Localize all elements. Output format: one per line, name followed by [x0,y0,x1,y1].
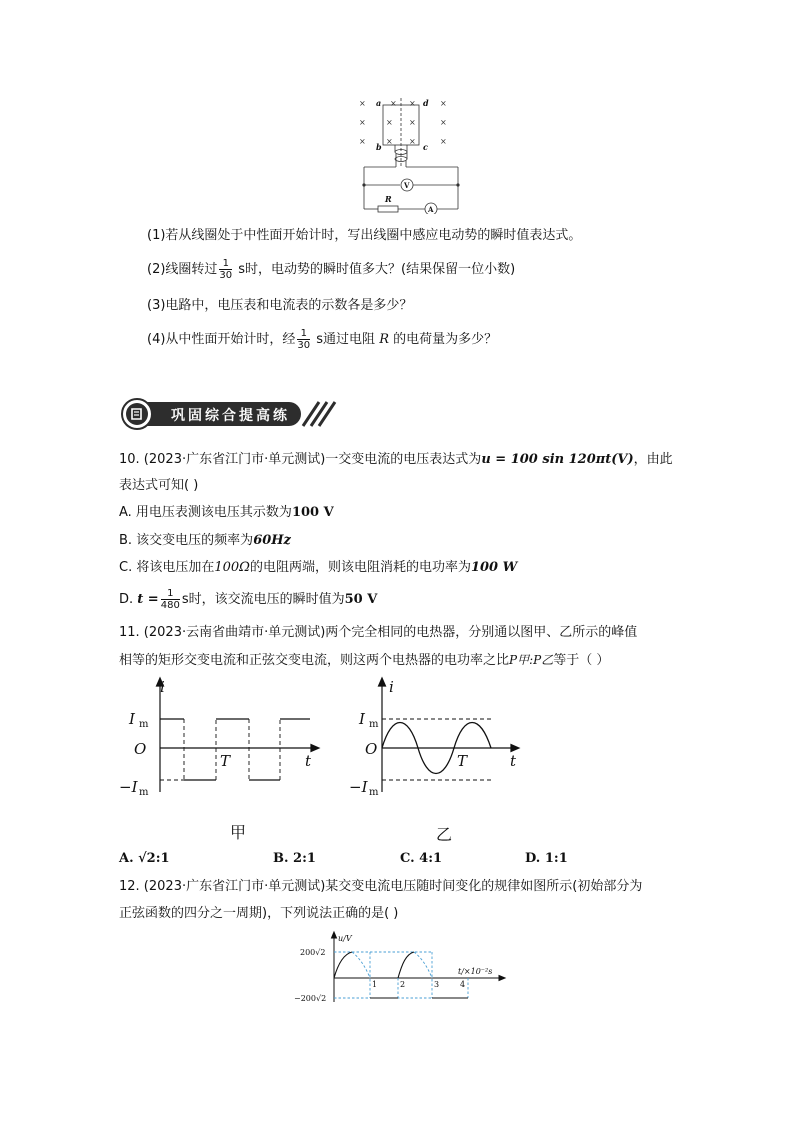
q11-option-b[interactable]: B. 2:1 [273,851,316,866]
svg-text:m: m [139,787,149,798]
q11-stem-line1: 11. (2023·云南省曲靖市·单元测试)两个完全相同的电热器，分别通以图甲、乙所示的峰值 [119,625,638,640]
caption-yi: 乙 [436,825,453,844]
svg-text:m: m [139,719,149,730]
svg-text:t: t [510,752,517,770]
y-top-label: 200√2 [300,948,326,957]
resistor-label: R [385,194,392,204]
q9-part2: (2)线圈转过 $\frac{1}{30}$ s时，电动势的瞬时值多大？(结果保留一位小数) [147,258,516,281]
q12-stem-line1: 12. (2023·广东省江门市·单元测试)某交变电流电压随时间变化的规律如图所示(初始部分为 [119,879,643,894]
q11-option-c[interactable]: C. 4:1 [400,851,443,866]
coil-circuit-figure [350,92,470,214]
svg-text:×: × [359,99,366,108]
neg-im-label: −I [119,778,138,796]
svg-text:m: m [369,719,379,730]
q10-stem-line2: 表达式可知( ) [119,478,199,493]
graph-voltage-time [290,928,520,1008]
tick-4: 4 [460,980,466,989]
ammeter-label: A [428,205,434,214]
axis-i-label: i [160,678,165,696]
q10-option-d[interactable]: D. t = $\frac{1}{480}$ s时，该交流电压的瞬时值为50 V [119,588,378,611]
im-label: I [129,710,135,728]
section-banner [121,398,341,430]
section-icon [121,398,153,430]
svg-text:×: × [440,118,447,127]
period-label: T [220,752,231,770]
svg-text:T: T [457,752,468,770]
svg-text:×: × [409,99,416,108]
svg-text:×: × [440,99,447,108]
label-c: c [423,142,428,152]
svg-text:×: × [359,137,366,146]
label-d: d [423,98,429,108]
section-title: 巩固综合提高练 [171,408,290,424]
label-a: a [376,98,382,108]
q10-option-c[interactable]: C. 将该电压加在100Ω的电阻两端，则该电阻消耗的电功率为100 W [119,560,518,575]
x-axis-label: t/×10⁻²s [458,967,493,976]
tick-1: 1 [372,980,378,989]
svg-text:×: × [409,118,416,127]
q9-part4: (4)从中性面开始计时，经 $\frac{1}{30}$ s通过电阻 R 的电荷量为多少？ [147,328,498,351]
q10-option-a[interactable]: A. 用电压表测该电压其示数为100 V [119,505,334,520]
q11-option-a[interactable]: A. √2:1 [119,851,170,866]
q11-stem-line2: 相等的矩形交变电流和正弦交变电流，则这两个电热器的电功率之比P甲:P乙等于（ ） [119,653,610,668]
svg-text:×: × [359,118,366,127]
y-axis-label: u/V [338,934,352,943]
q11-option-d[interactable]: D. 1:1 [525,851,568,866]
origin-label: O [134,740,147,758]
graph-square-wave [115,674,325,804]
q10-stem-line1: 10. (2023·广东省江门市·单元测试)一交变电流的电压表达式为u = 100 sin 120πt(V)，由此 [119,452,673,467]
svg-text:i: i [389,678,394,696]
svg-text:×: × [440,137,447,146]
q10-option-b[interactable]: B. 该交变电压的频率为60Hz [119,533,291,548]
svg-text:O: O [365,740,378,758]
svg-text:I: I [359,710,365,728]
voltmeter-label: V [404,181,410,190]
tick-2: 2 [400,980,406,989]
axis-t-label: t [305,752,312,770]
graph-sine-wave [345,674,535,804]
svg-text:m: m [369,787,379,798]
q9-part1: (1)若从线圈处于中性面开始计时，写出线圈中感应电动势的瞬时值表达式。 [147,228,582,243]
svg-text:×: × [386,118,393,127]
label-b: b [376,142,382,152]
tick-3: 3 [434,980,440,989]
caption-jia: 甲 [230,823,247,842]
svg-text:×: × [409,137,416,146]
y-bottom-label: −200√2 [294,994,327,1003]
q12-stem-line2: 正弦函数的四分之一周期)，下列说法正确的是( ) [119,906,399,921]
svg-text:−I: −I [349,778,368,796]
svg-text:×: × [386,137,393,146]
svg-text:×: × [390,99,397,108]
q9-part3: (3)电路中，电压表和电流表的示数各是多少？ [147,298,413,313]
